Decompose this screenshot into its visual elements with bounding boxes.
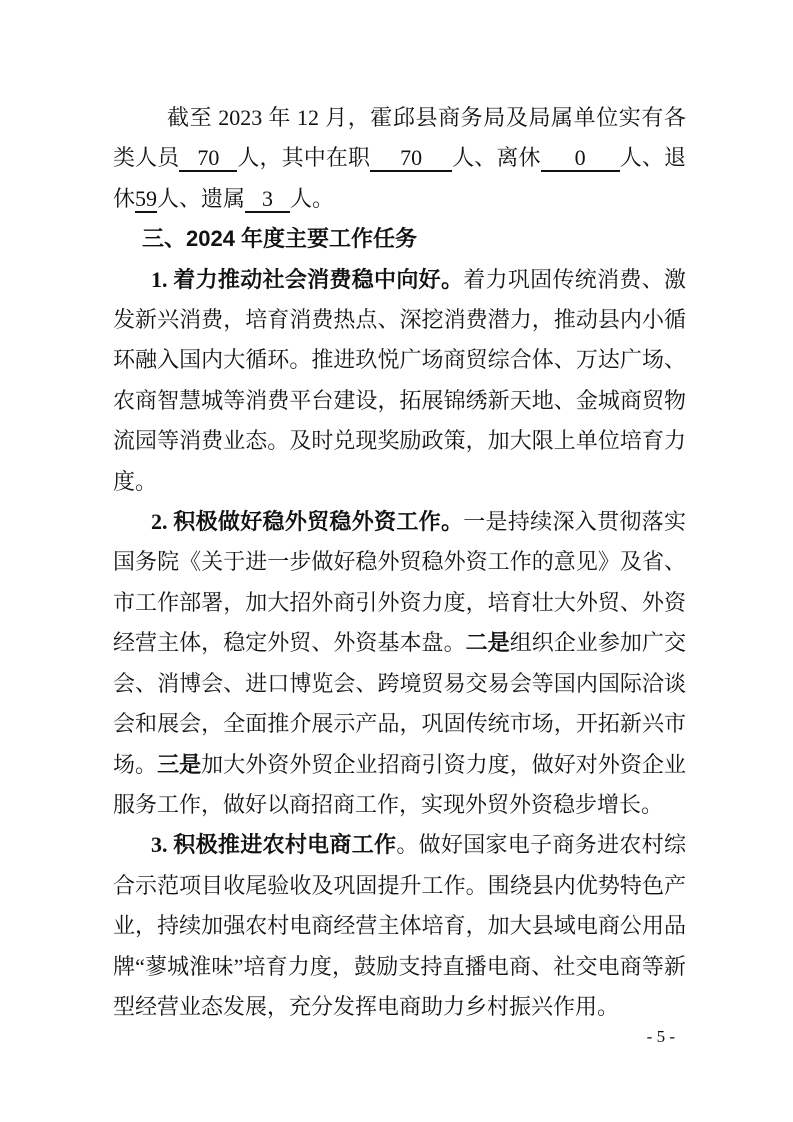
text-run: 人。 — [290, 185, 335, 211]
filled-blank: 0 — [541, 145, 620, 172]
bold-text-run: 3. 积极推进农村电商工作 — [151, 832, 397, 858]
text-run: 一是持续深入贯彻落实国务院《关于进一步做好稳外贸稳外资工作的意见》及省、市工作部署，加大招外商引外资力度，培育壮大外贸、外资经营主体，稳定外贸、外资基本盘。 — [113, 509, 686, 656]
task-2-foreign-trade-paragraph — [113, 502, 686, 825]
filled-blank: 3 — [245, 186, 290, 213]
filled-blank: 59 — [135, 185, 158, 211]
bold-text-run: 二是 — [465, 630, 510, 656]
text-run: 人，其中在职 — [237, 145, 371, 171]
text-run: 组织企业参加广交会、消博会、进口博览会、跨境贸易交易会等国内国际洽谈会和展会，全面推介展示产品，巩固传统市场，开拓新兴市场。 — [113, 630, 686, 777]
text-run: 人、退休 — [113, 145, 686, 211]
staffing-summary-paragraph — [113, 98, 686, 219]
text-run: 人、遗属 — [157, 185, 246, 211]
task-3-rural-ecommerce-paragraph — [113, 825, 686, 1027]
text-run: 人、离休 — [452, 145, 541, 171]
text-run: 。做好国家电子商务进农村综合示范项目收尾验收及巩固提升工作。围绕县内优势特色产业，持续加强农村电商经营主体培育，加大县域电商公用品牌“蓼城淮味”培育力度，鼓励支持直播电商、社交电商等新型经营业态发展，充分发挥电商助力乡村振兴作用。 — [113, 832, 686, 1019]
text-run: 三、2024 年度主要工作任务 — [142, 226, 418, 252]
filled-blank: 70 — [179, 145, 237, 172]
text-run: 加大外资外贸企业招商引资力度，做好对外资企业服务工作，做好以商招商工作，实现外贸外资稳步增长。 — [113, 751, 686, 817]
text-run: 截至 2023 年 12 月，霍邱县商务局及局属单位实有各类人员 — [113, 105, 686, 171]
document-body — [113, 98, 686, 1027]
bold-text-run: 1. 着力推动社会消费稳中向好。 — [151, 266, 464, 292]
text-run: 着力巩固传统消费、激发新兴消费，培育消费热点、深挖消费潜力，推动县内小循环融入国内大循环。推进玖悦广场商贸综合体、万达广场、农商智慧城等消费平台建设，拓展锦绣新天地、金城商贸物流园等消费业态。及时兑现奖励政策，加大限上单位培育力度。 — [113, 266, 686, 494]
bold-text-run: 三是 — [157, 751, 202, 777]
bold-text-run: 2. 积极做好稳外贸稳外资工作。 — [151, 509, 464, 535]
page-number: - 5 - — [646, 1027, 675, 1046]
section-heading-2024-tasks — [113, 219, 686, 259]
filled-blank: 70 — [370, 145, 452, 172]
task-1-consumption-paragraph — [113, 260, 686, 502]
